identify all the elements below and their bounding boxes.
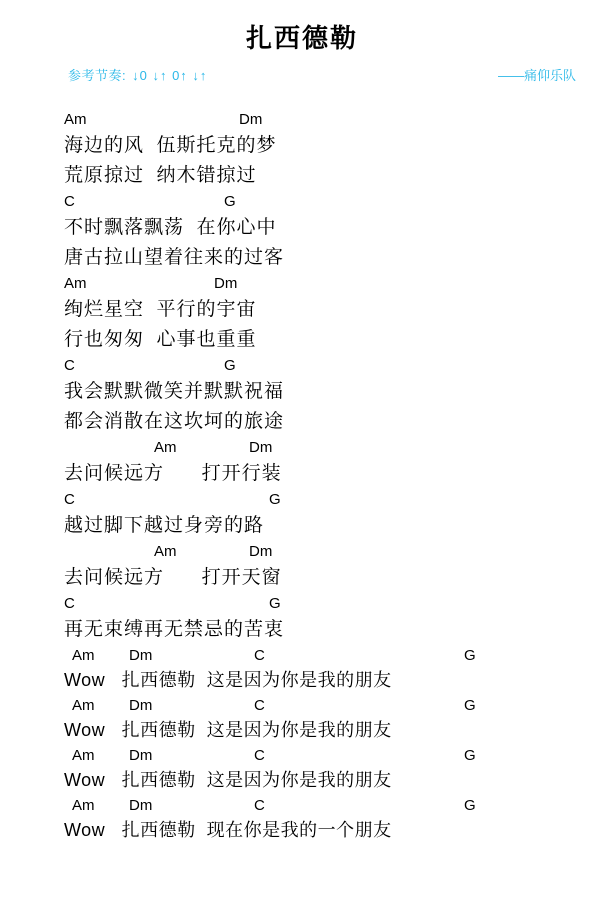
- section-pre-chorus: [64, 437, 604, 645]
- chord: Am: [72, 747, 95, 764]
- chord: Dm: [129, 647, 153, 664]
- lyric-line: 越过脚下越过身旁的路: [64, 515, 265, 536]
- lyric-line: Wow 扎西德勒 这是因为你是我的朋友: [64, 670, 392, 690]
- chord-line: [64, 695, 604, 715]
- rhythm-pattern: ↓0 ↓↑ 0↑ ↓↑: [132, 68, 208, 83]
- chord: C: [64, 193, 75, 210]
- chord: Dm: [239, 111, 263, 128]
- lyric-line: 都会消散在这坎坷的旅途: [64, 411, 285, 432]
- rhythm-reference: [68, 65, 207, 84]
- chord-line: [64, 541, 604, 563]
- chord: Dm: [249, 543, 273, 560]
- song-body: [0, 109, 604, 845]
- lyric-line: 行也匆匆 心事也重重: [64, 329, 257, 350]
- chord: C: [64, 357, 75, 374]
- chord: Am: [64, 111, 87, 128]
- chord: Am: [72, 797, 95, 814]
- chord: Am: [72, 697, 95, 714]
- chord-line: [64, 109, 604, 131]
- lyric-line: 不时飘落飘荡 在你心中: [64, 217, 277, 238]
- song-sheet: [0, 18, 604, 924]
- rhythm-label: 参考节奏:: [68, 68, 127, 83]
- chord: Am: [154, 439, 177, 456]
- lyric-line: 海边的风 伍斯托克的梦: [64, 135, 277, 156]
- chord: G: [464, 647, 476, 664]
- chord-line: [64, 273, 604, 295]
- chord: C: [254, 697, 265, 714]
- chord-line: [64, 745, 604, 765]
- chord-line: [64, 355, 604, 377]
- chord: G: [269, 595, 281, 612]
- lyric-line: Wow 扎西德勒 这是因为你是我的朋友: [64, 720, 392, 740]
- chord: G: [464, 747, 476, 764]
- lyric-line: 我会默默微笑并默默祝福: [64, 381, 285, 402]
- meta-row: [0, 65, 604, 89]
- artist-credit: ——痛仰乐队: [497, 68, 576, 83]
- chord-line: [64, 437, 604, 459]
- chord: Am: [72, 647, 95, 664]
- chord-line: [64, 191, 604, 213]
- chord: G: [464, 797, 476, 814]
- lyric-line: 唐古拉山望着往来的过客: [64, 247, 285, 268]
- chord-line: [64, 645, 604, 665]
- chord: Dm: [249, 439, 273, 456]
- chord: C: [64, 491, 75, 508]
- chord-line: [64, 795, 604, 815]
- chord: C: [64, 595, 75, 612]
- lyric-line: Wow 扎西德勒 现在你是我的一个朋友: [64, 820, 392, 840]
- section-chorus: [64, 645, 604, 845]
- section-verse-1: [64, 109, 604, 437]
- chord: C: [254, 747, 265, 764]
- chord-line: [64, 593, 604, 615]
- chord: Am: [154, 543, 177, 560]
- chord: Am: [64, 275, 87, 292]
- lyric-line: 再无束缚再无禁忌的苦衷: [64, 619, 285, 640]
- chord: Dm: [129, 797, 153, 814]
- chord: Dm: [214, 275, 238, 292]
- lyric-line: Wow 扎西德勒 这是因为你是我的朋友: [64, 770, 392, 790]
- chord: C: [254, 797, 265, 814]
- chord: G: [269, 491, 281, 508]
- chord-line: [64, 489, 604, 511]
- lyric-line: 荒原掠过 纳木错掠过: [64, 165, 257, 186]
- lyric-line: 去问候远方 打开行装: [64, 463, 282, 484]
- chord: Dm: [129, 747, 153, 764]
- chord: C: [254, 647, 265, 664]
- chord: G: [224, 357, 236, 374]
- page-title: 扎西德勒: [245, 23, 358, 53]
- chord: G: [224, 193, 236, 210]
- lyric-line: 绚烂星空 平行的宇宙: [64, 299, 257, 320]
- lyric-line: 去问候远方 打开天窗: [64, 567, 282, 588]
- chord: Dm: [129, 697, 153, 714]
- chord: G: [464, 697, 476, 714]
